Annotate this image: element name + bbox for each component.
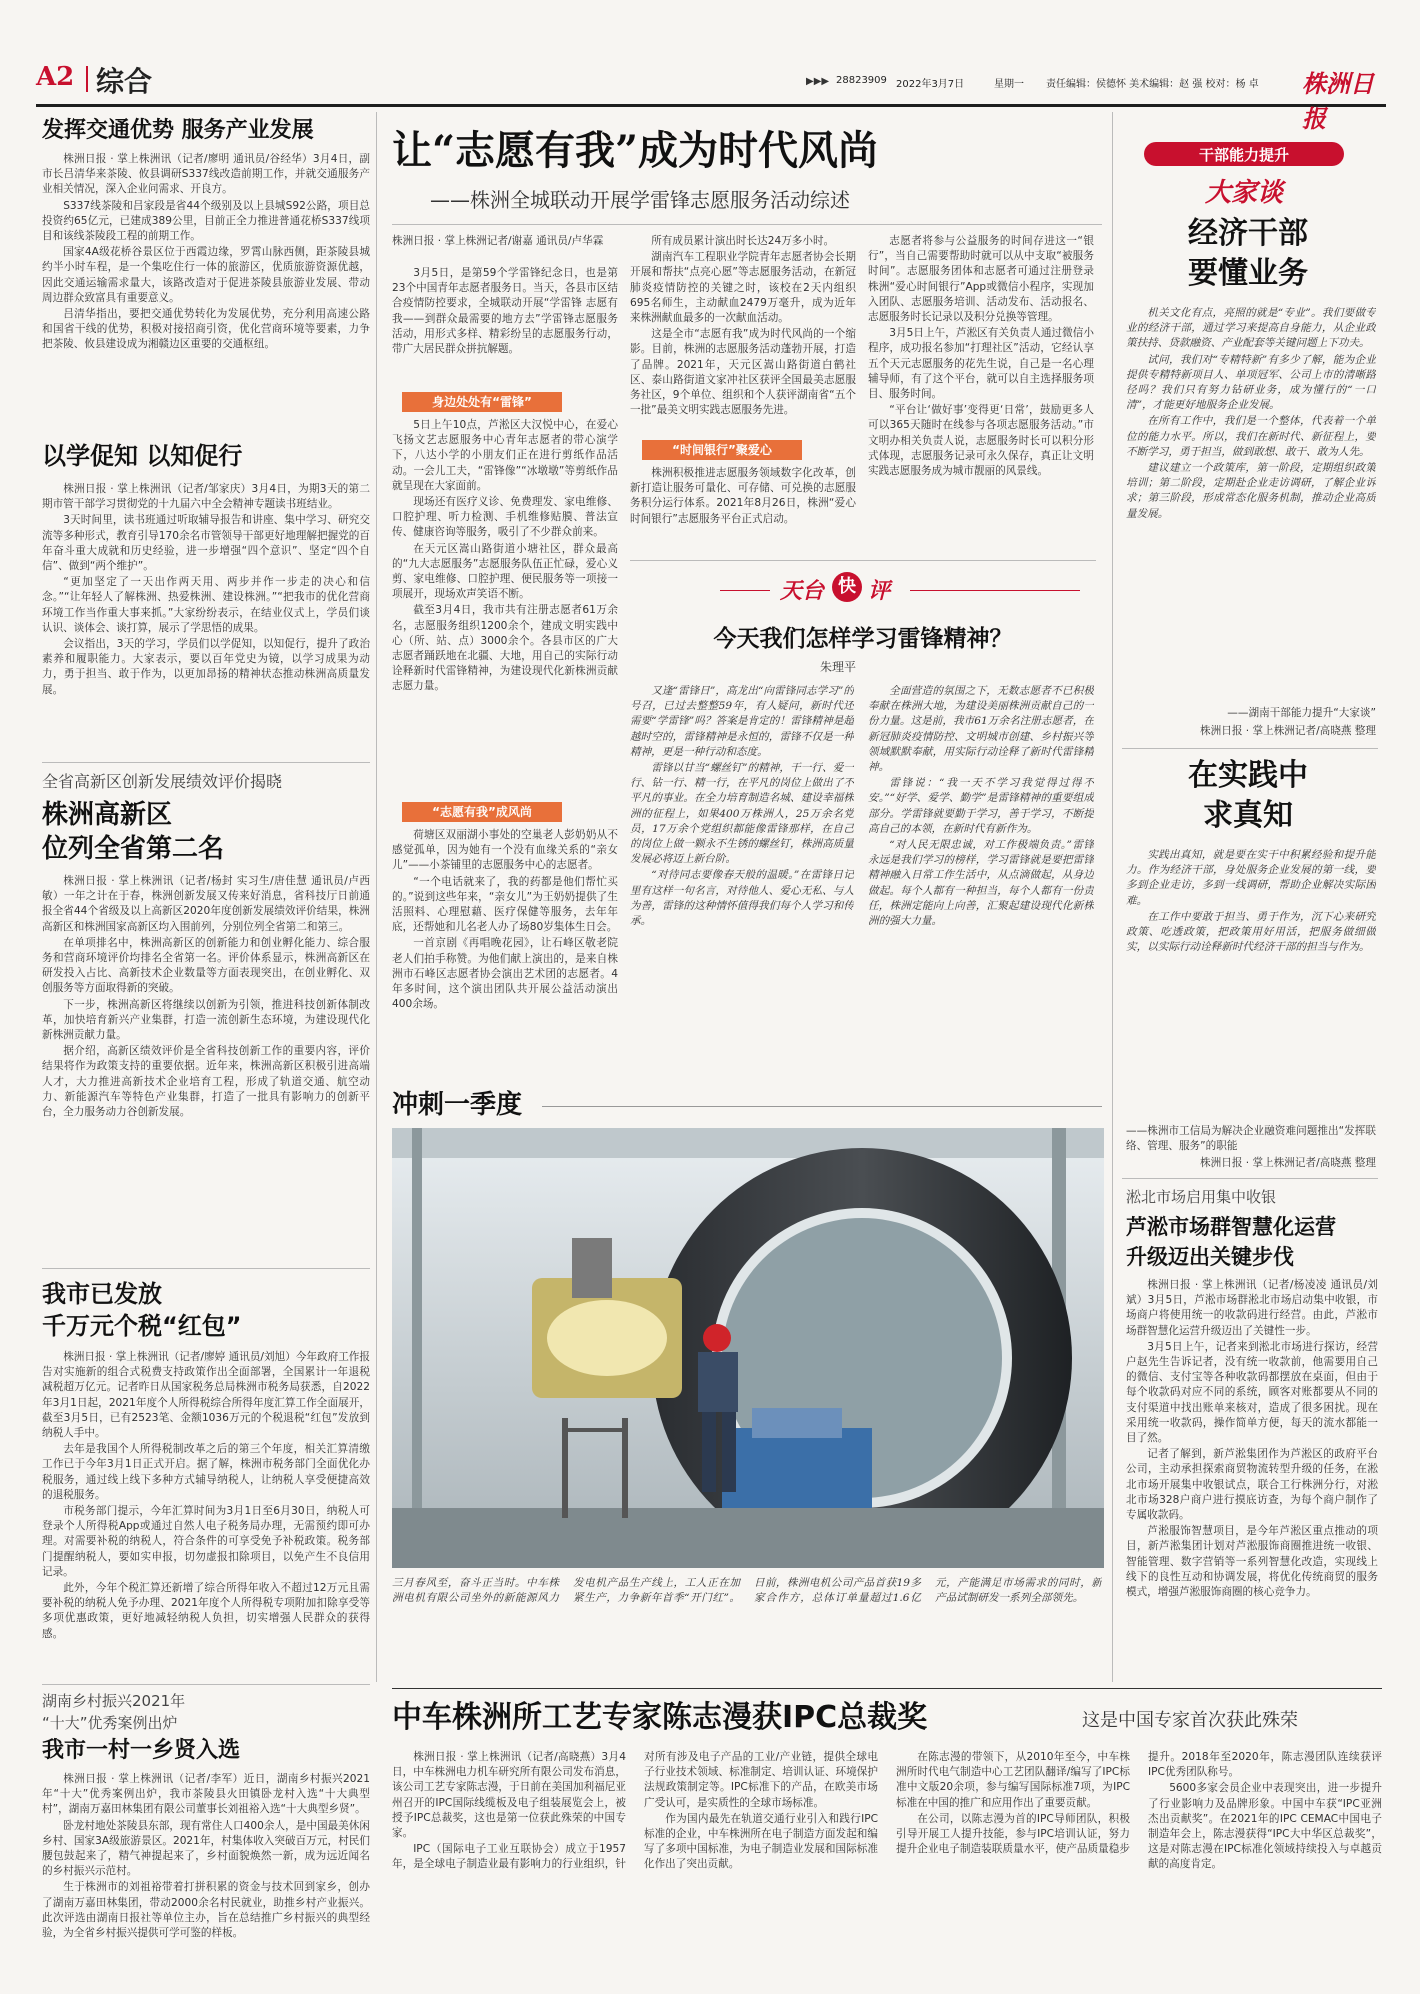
paragraph: 实践出真知，就是要在实干中积累经验和提升能力。作为经济干部，身处服务企业发展的第一线，要多到企业走访，多到一线调研，帮助企业解决实际困难。 (1126, 849, 1376, 907)
article-kicker: 淞北市场启用集中收银 (1126, 1188, 1277, 1206)
title-line1: 经济干部 (1188, 216, 1308, 251)
paragraph: 所有成员累计演出时长达24万多小时。 (651, 235, 835, 247)
commentary-title: 今天我们怎样学习雷锋精神？ (713, 626, 1013, 652)
paragraph: 市税务部门提示，今年汇算时间为3月1日至6月30日，纳税人可登录个人所得税App或通过自然人电子税务局办理，无需预约即可办理。对需要补税的纳税人，符合条件的可享受免予补税政策。税务部门提醒纳税人，要如实申报，切勿虚报扣除项目，以免产生不良信用记录。 (42, 1505, 370, 1578)
paragraph: 株洲日报 · 掌上株洲讯（记者/邹家庆）3月4日，为期3天的第二期市管干部学习贯彻党的十九届六中全会精神专题读书班结业。 (42, 483, 370, 511)
article-hightech-zone (42, 770, 370, 1274)
section-band-trend: “志愿有我”成风尚 (402, 802, 562, 822)
commentary-column-2 (868, 684, 1094, 1074)
paragraph: 雷锋说：“我一天不学习我觉得过得不安。”“好学、爱学、勤学”是雷锋精神的重要组成部分。学雷锋就要勤于学习，善于学习，不断提高自己的本领，在新时代有新作为。 (868, 777, 1094, 835)
divider (392, 1688, 1382, 1689)
paragraph: 株洲日报 · 掌上株洲讯（记者/廖婷 通讯员/刘旭）今年政府工作报告对实施新的组合式税费支持政策作出全面部署，全国累计一年退税减税超万亿元。记者昨日从国家税务总局株洲市税务局获悉，自2022年3月1日起，2021年度个人所得税综合所得年度汇算工作全面展开，截至3月5日，已有2523笔、金额1036万元的个税退税“红包”发放到纳税人手中。 (42, 1351, 370, 1440)
paragraph: 株洲日报 · 掌上株洲讯（记者/李军）近日，湖南乡村振兴2021年“十大”优秀案例出炉，我市茶陵县火田镇卧龙村入选“十大典型村”，湖南万嘉田林集团有限公司董事长刘祖裕入选“十大典型乡贤”。 (42, 1773, 370, 1816)
paragraph: 株洲积极推进志愿服务领域数字化改革，创新打造让服务可量化、可存储、可兑换的志愿服务积分运行体系。2021年8月26日，株洲“爱心时间银行”志愿服务平台正式启动。 (630, 467, 856, 525)
commentary-column-1 (630, 684, 854, 1074)
feature-column-1 (392, 266, 618, 388)
article-title: 我市一村一乡贤入选 (42, 1738, 241, 1763)
article-title-line2: 位列全省第二名 (42, 834, 225, 864)
discussion-banner (1130, 134, 1370, 208)
article-body (42, 1772, 370, 1982)
commentary-brand-line-right (910, 590, 1080, 591)
article-kicker: 全省高新区创新发展绩效评价揭晓 (42, 772, 283, 791)
article-rural-revitalization (42, 1690, 370, 1982)
column-title-practice (1122, 756, 1374, 836)
photo-caption: 三月春风至，奋斗正当时。中车株洲电机有限公司坐外的新能源风力发电机产品生产线上，工人正在加紧生产，力争新年首季“开门红”。日前，株洲电机公司产品首获19多家合作方，总体订单量超过1.6亿元，产能满足市场需求的同时，新产品试制研发一系列全部领先。 (392, 1577, 1102, 1605)
paragraph: 3月5日上午，记者来到淞北市场进行探访，经营户赵先生告诉记者，没有统一收款前，他需要用自己的微信、支付宝等各种收款码都摆放在桌面，但由于每个收款码对应不同的系统，顾客对账都要从不同的支付渠道中找出账单来核对，造成了很多困扰。现在采用统一收款码，操作简单方便，每天的流水都能一目了然。 (1126, 1340, 1378, 1445)
paragraph: 试问，我们对“专精特新”有多少了解，能为企业提供专精特新项目人、单项冠军、公司上市的清晰路径吗？我们只有努力钻研业务，成为懂行的“一口清”，才能更好地服务企业发展。 (1126, 353, 1376, 412)
paragraph: 截至3月4日，我市共有注册志愿者61万余名，志愿服务组织1200余个，建成文明实践中心（所、站、点）3000余个。各县市区的广大志愿者踊跃地在北疆、大地，用自己的实际行动诠释新时代雷锋精神，为建设现代化新株洲贡献志愿力量。 (392, 604, 618, 693)
paragraph: 雷锋以甘当“螺丝钉”的精神，干一行、爱一行、钻一行、精一行，在平凡的岗位上做出了不平凡的事业。在全力培育制造名城、建设幸福株洲的征程上，如果400万株洲人，25万余名党员，17万余个党组织都能像雷锋那样，在自己的岗位上做一颗永不生锈的螺丝钉，株洲高质量发展必将迈上新台阶。 (630, 762, 854, 866)
masthead-date: 2022年3月7日 (896, 79, 965, 90)
photo-section-title (392, 1082, 1102, 1124)
title-line1: 在实践中 (1188, 758, 1308, 793)
paragraph: “对待同志要像春天般的温暖。”在雷锋日记里有这样一句名言，对待他人、爱心无私、与人为善，雷锋的这种情怀值得我们每个人学习和传承。 (630, 869, 854, 928)
article-transport (42, 116, 370, 424)
paragraph: 这是全市“志愿有我”成为时代风尚的一个缩影。目前，株洲的志愿服务活动蓬勃开展，打造了品牌。2021年，天元区嵩山路街道白鹤社区、泰山路街道文家冲社区获评全国最美志愿服务社区，9个单位、组织和个人获评湖南省“五个一批”最美文明实践志愿服务先进。 (630, 328, 856, 417)
feature-column-2 (630, 234, 856, 444)
paragraph: 3月5日，是第59个学雷锋纪念日，也是第23个中国青年志愿者服务日。当天，各县市区结合疫情防控要求，全城联动开展“学雷锋 志愿有我——到群众最需要的地方去”学雷锋志愿服务活动，用形式多样、精彩纷呈的志愿服务行动，带广大居民群众拼抗解题。 (392, 267, 618, 356)
banner-line1: 干部能力提升 (1198, 146, 1289, 164)
paragraph: 志愿者将参与公益服务的时间存进这一“银行”，当自己需要帮助时就可以从中支取“被服务时间”。志愿服务团体和志愿者可通过注册登录株洲“爱心时间银行”App或微信小程序，实现加入团队、志愿服务培训、活动发布、活动报名、志愿服务时长记录以及积分兑换等管理。 (868, 235, 1094, 324)
masthead-arrows-icon: ▶▶▶ (806, 76, 830, 87)
paragraph: 一首京剧《再唱晚花园》，让石峰区敬老院老人们拍手称赞。为他们献上演出的，是来自株洲市石峰区志愿者协会演出艺术团的志愿者。4年多时间，这个演出团队共开展公益活动演出400余场。 (392, 937, 618, 1011)
feature-column-2b (630, 466, 856, 550)
paragraph: 5600多家会员企业中表现突出，进一步提升了行业影响力及品牌形象。中国中车获“IPC亚洲杰出贡献奖”。在2021年的IPC CEMAC中国电子制造年会上，陈志漫获得“IPC大中华区总裁奖”，这是对陈志漫在IPC标准化领域持续投入与卓越贡献的高度肯定。 (1148, 1782, 1382, 1871)
paragraph: 3天时间里，读书班通过听取辅导报告和讲座、集中学习、研究交流等多种形式，教育引导170余名市管领导干部更好地理解把握党的百年奋斗重大成就和历史经验，进一步增强“四个意识”、坚定“四个自信”、做到“两个维护”。 (42, 514, 370, 573)
column-byline: 株洲日报 · 掌上株洲记者/高晓燕 整理 (1200, 725, 1376, 737)
paragraph: S337线茶陵和吕家段是省44个级别及以上县城S92公路，项目总投资约65亿元，已建成389公里，目前正全力推进普通花桥S337线项目和该线茶陵段工程的前期工作。 (42, 199, 370, 243)
column-note: ——湖南干部能力提升“大家谈” (1227, 707, 1376, 719)
divider (1122, 1178, 1378, 1179)
paragraph: 在陈志漫的带领下，从2010年至今，中车株洲所时代电气制造中心工艺团队翻译/编写了IPC标准中文版20余项，参与编写国际标准7项，为IPC标准在中国的推广和应用作出了重要贡献。 (896, 1751, 1130, 1809)
commentary-brand-line-left (720, 590, 770, 591)
feature-column-3 (868, 234, 1094, 548)
column-rule-left (376, 112, 377, 1682)
commentary-brand-a: 天台 (780, 579, 825, 604)
section-band-volunteers: 身边处处有“雷锋” (402, 392, 562, 412)
column-note: ——株洲市工信局为解决企业融资难问题推出“发挥联络、管理、服务”的职能 (1126, 1125, 1376, 1153)
paragraph: 株洲日报 · 掌上株洲讯（记者/廖明 通讯员/谷经华）3月4日，副市长吕清华来茶陵、攸县调研S337线改造前期工作，并就交通服务产业相关情况，深入企业问需求、开良方。 (42, 153, 370, 196)
article-title: 以学促知 以知促行 (42, 442, 243, 470)
paragraph: 生于株洲市的刘祖裕带着打拼积累的资金与技术回到家乡，创办了湖南万嘉田林集团，带动2000余名村民就业，助推乡村产业振兴。此次评选由湖南日报社等单位主办，旨在总结推广乡村振兴的典型经验，为全省乡村振兴提供可学可鉴的样板。 (42, 1881, 370, 1940)
section-title-rule (542, 1106, 1102, 1107)
paragraph: 株洲日报 · 掌上株洲讯（记者/杨凌凌 通讯员/刘斌）3月5日，芦淞市场群淞北市场启动集中收银，市场商户将使用统一的收款码进行经营。由此，芦淞市场群智慧化运营升级迈出了关键性一步。 (1126, 1279, 1378, 1337)
divider (630, 560, 1096, 561)
article-title-line1: 株洲高新区 (42, 800, 173, 830)
bottom-article-tagline: 这是中国专家首次获此殊荣 (1082, 1710, 1298, 1731)
feature-byline: 株洲日报 · 掌上株洲记者/谢嘉 通讯员/卢华霖 (392, 235, 604, 247)
title-line2: 要懂业务 (1188, 256, 1308, 291)
paragraph: 湖南汽车工程职业学院青年志愿者协会长期开展和帮扶“点亮心愿”等志愿服务活动，在新冠肺炎疫情防控的关键之时，该校在2天内组织695名师生，主动献血2479万毫升，成为近年来株洲献血最多的一次献血活动。 (630, 251, 856, 325)
paragraph: 株洲日报 · 掌上株洲讯（记者/杨封 实习生/唐佳慧 通讯员/卢西敏）一年之计在于春，株洲创新发展又传来好消息，省科技厅日前通报全省44个省级及以上高新区2020年度创新发展绩效评价结果，株洲高新区和株洲国家高新区均入围前列，分别位列全省第二和第三。 (42, 875, 370, 933)
article-kicker-line1: 湖南乡村振兴2021年 (42, 1692, 186, 1710)
article-body (1126, 1278, 1378, 1682)
bottom-article-title: 中车株洲所工艺专家陈志漫获IPC总裁奖 (392, 1700, 928, 1735)
paragraph: “更加坚定了一天出作两天用、两步并作一步走的决心和信念。”“让年轻人了解株洲、热爱株洲、建设株洲。”“把我市的优化营商环境工作当作重大事来抓。”大家纷纷表示，在结业仪式上，学员们谈认识、谈体会、谈打算，展示了学思悟的成果。 (42, 576, 370, 634)
paragraph: 3月5日上午，芦淞区有关负责人通过微信小程序，成功报名参加“打理社区”活动，它经认享五个天元志愿服务的花先生说，自己是一名心理辅导师，有了这个平台，就可以自主选择服务项目、服务时间。 (868, 327, 1094, 401)
masthead-weekday: 星期一 (994, 79, 1024, 90)
paragraph: 会议指出，3天的学习，学员们以学促知，以知促行，提升了政治素养和履职能力。大家表示，要以百年党史为镜，以学习成果为动力，勇于担当、敢于作为，以更加昂扬的精神状态推动株洲高质量发展。 (42, 638, 370, 696)
paper-logo: 株洲日报 (1302, 69, 1374, 133)
commentary-brand-b: 快 (832, 572, 862, 602)
divider (42, 1684, 370, 1685)
paragraph: 现场还有医疗义诊、免费理发、家电维修、口腔护理、听力检测、手机维修贴膜、普法宣传、健康咨询等服务，吸引了不少群众前来。 (392, 496, 618, 539)
feature-title: 让“志愿有我”成为时代风尚 (392, 127, 879, 174)
commentary-author: 朱理平 (820, 660, 857, 674)
column-title-economic-cadre (1122, 214, 1374, 294)
divider (42, 1268, 370, 1269)
masthead-editors: 责任编辑：侯德怀 美术编辑：赵 强 校对：杨 卓 (1046, 79, 1259, 90)
section-band-time-bank: “时间银行”聚爱心 (642, 440, 802, 460)
paragraph: 据介绍，高新区绩效评价是全省科技创新工作的重要内容，评价结果将作为政策支持的重要依据。近年来，株洲高新区积极引进高端人才，大力推进高新技术企业培育工程，形成了轨道交通、航空动力、新能源汽车等特色产业集群，打造了一批具有影响力的创新平台，全力服务动力谷创新发展。 (42, 1045, 370, 1119)
commentary-brand (780, 570, 940, 610)
title-line2: 求真知 (1203, 798, 1293, 833)
masthead-phone: 28823909 (836, 75, 887, 86)
paragraph: 卧龙村地处茶陵县东部，现有常住人口400余人，是中国最美休闲乡村、国家3A级旅游景区。2021年，村集体收入突破百万元，村民们腰包鼓起来了，精气神提起来了，乡村面貌焕然一新，成为远近闻名的乡村振兴示范村。 (42, 1819, 370, 1878)
title-line2: 升级迈出关键步伐 (1126, 1245, 1294, 1269)
article-study (42, 440, 370, 770)
paragraph: 在天元区嵩山路街道小塘社区，群众最高的“九大志愿服务”志愿服务队伍正忙碌，爱心义剪、家电维修、口腔护理、便民服务等一项接一项展开，现场欢声笑语不断。 (392, 542, 618, 601)
commentary-brand-c: 评 (868, 579, 891, 604)
page-section: 综合 (96, 65, 153, 98)
factory-photo (392, 1128, 1104, 1568)
article-body (42, 152, 370, 424)
paragraph: 在所有工作中，我们是一个整体，代表着一个单位的能力水平。所以，我们在新时代、新征程上，要不断学习，勇于担当，做到敢想、敢干、敢为人先。 (1126, 415, 1376, 458)
feature-column-1c (392, 828, 618, 1074)
paragraph: “一个电话就来了，我的药都是他们帮忙买的。”说到这些年来，“亲女儿”为王奶奶提供了生活照料、心理慰藉、医疗保健等服务，去年年底，还帮她和儿名老人办了场80岁集体生日会。 (392, 875, 618, 934)
paragraph: 吕清华指出，要把交通优势转化为发展优势，充分利用高速公路和国省干线的优势，积极对接招商引资，优化营商环境等要素，力争把茶陵、攸县建设成为湘赣边区重要的交通枢纽。 (42, 308, 370, 351)
article-title: 发挥交通优势 服务产业发展 (42, 118, 314, 143)
paragraph: 国家4A级花桥谷景区位于西霞边缘，罗霄山脉西侧，距茶陵县城约半小时车程，是一个集吃住行一体的旅游区，优质旅游资源优越，因此交通运输需求量大，该路改造对于促进茶陵县旅游业发展、带动周边群众致富具有重要意义。 (42, 246, 370, 304)
paragraph: 在公司，以陈志漫为首的IPC导师团队，积极引导开展工人提升技能，参与IPC培训认证，努力提升企业电子制造装联质量水平，使产品质量稳步提升。2018年至2020年，陈志漫团队连续获评IPC优秀团队称号。 (896, 1751, 1382, 1856)
section-title-text: 冲刺一季度 (392, 1090, 523, 1120)
page-section-divider (86, 66, 88, 92)
paragraph: 去年是我国个人所得税制改革之后的第三个年度，相关汇算清缴工作已于今年3月1日正式开启。据了解，株洲市税务部门全面优化办税服务，通过线上线下多种方式辅导纳税人，让纳税人享受便捷高效的退税服务。 (42, 1443, 370, 1501)
column-body (1126, 848, 1376, 1120)
article-title-line1: 我市已发放 (42, 1280, 162, 1308)
factory-photo-illustration (392, 1128, 1104, 1568)
paragraph: “平台让‘做好事’变得更‘日常’，鼓励更多人可以365天随时在线参与各项志愿服务活动。”市文明办相关负责人说，志愿服务时长可以积分形式体现，志愿服务记录可永久保存，真正让文明实践志愿服务成为城市靓丽的风景线。 (868, 404, 1094, 478)
column-byline: 株洲日报 · 掌上株洲记者/高晓燕 整理 (1200, 1157, 1376, 1169)
paragraph: 株洲日报 · 掌上株洲讯（记者/高晓燕）3月4日，中车株洲电力机车研究所有限公司发布消息，该公司工艺专家陈志漫，于日前在美国加利福尼亚州召开的IPC国际线缆板及电子组装展览会上，被授予IPC总裁奖，这也是第一位获此殊荣的中国专家。 (392, 1751, 626, 1840)
divider (42, 762, 370, 763)
paragraph: “对人民无限忠诚，对工作极端负责。”雷锋永远是我们学习的榜样，学习雷锋就是要把雷锋精神融入日常工作生活中，从点滴做起，从身边做起。每个人都有一种担当，每个人都有一份责任，株洲定能向上向善，汇聚起建设现代化新株洲的强大力量。 (868, 839, 1094, 928)
page-number: A2 (36, 62, 75, 92)
paragraph: 下一步，株洲高新区将继续以创新为引领，推进科技创新体制改革，加快培育新兴产业集群，打造一流创新生态环境，为建设现代化新株洲贡献力量。 (42, 998, 370, 1042)
paragraph: 机关文化有点，亮照的就是“专业”。我们要做专业的经济干部，通过学习来提高自身能力，从企业政策扶持、贷款融资、产业配套等关键问题上下功夫。 (1126, 307, 1376, 350)
article-body (42, 482, 370, 770)
paragraph: 记者了解到，新芦淞集团作为芦淞区的政府平台公司，主动承担探索商贸物流转型升级的任务，在淞北市场开展集中收银试点，联合工行株洲分行，对淞北市场328户商户进行摸底访查，为每个商户制作了专属收款码。 (1126, 1448, 1378, 1522)
paragraph: 作为国内最先在轨道交通行业引入和践行IPC标准的企业，中车株洲所在电子制造方面发起和编写了多项中国标准，为电子制造业发展和国际标准化作出了突出贡献。 (644, 1812, 878, 1871)
paragraph: 又逢“雷锋日”，高龙出“向雷锋同志学习”的号召，已过去整整59年，有人疑问，新时代还需要“学雷锋”吗？答案是肯定的！雷锋精神是超越时空的，雷锋精神是永恒的，雷锋不仅是一种精神，更是一种行动和态度。 (630, 685, 854, 758)
article-kicker-line2: “十大”优秀案例出炉 (42, 1714, 178, 1732)
feature-column-1b (392, 418, 618, 798)
paragraph: 此外，今年个税汇算还新增了综合所得年收入不超过12万元且需要补税的纳税人免予办理、2021年度个人所得税专项附加扣除享受等多项优惠政策，更好地减轻纳税人负担，切实增强人民群众的获得感。 (42, 1582, 370, 1640)
paragraph: 在单项排名中，株洲高新区的创新能力和创业孵化能力、综合服务和营商环境评价均排名全省第一名。评价体系显示，株洲高新区在研发投入占比、高新技术企业数量等方面表现突出，在创业孵化、双创服务等方面取得新的突破。 (42, 936, 370, 995)
feature-subtitle: ——株洲全城联动开展学雷锋志愿服务活动综述 (430, 188, 850, 212)
paragraph: 建议建立一个政策库，第一阶段，定期组织政策培训；第二阶段，定期赴企业走访调研，了解企业诉求；第三阶段，形成常态化服务机制，推动企业高质量发展。 (1126, 462, 1376, 520)
paragraph: 全面营造的氛围之下，无数志愿者不已积极奉献在株洲大地，为建设美丽株洲贡献自己的一份力量。这是前，我市61万余名注册志愿者，在新冠肺炎疫情防控、文明城市创建、乡村振兴等领域默默奉献，用实际行动诠释了新时代雷锋精神。 (868, 685, 1094, 774)
title-line1: 芦淞市场群智慧化运营 (1126, 1215, 1336, 1239)
paragraph: 荷塘区双丽湖小事处的空巢老人彭奶奶从不感觉孤单，因为她有一个没有血缘关系的“亲女儿”——小茶铺里的志愿服务中心的志愿者。 (392, 829, 618, 872)
paragraph: 5日上午10点，芦淞区大汉悦中心，在爱心飞扬文艺志愿服务中心青年志愿者的带心演学下，八达小学的小朋友们正在进行剪纸作品活动。一会儿工夫，“雷锋像”“冰墩墩”等剪纸作品就呈现在大家面前。 (392, 419, 618, 492)
article-market (1126, 1186, 1378, 1682)
column-rule-right (1112, 112, 1113, 1682)
divider (1122, 748, 1378, 749)
paragraph: 芦淞服饰智慧项目，是今年芦淞区重点推动的项目，新芦淞集团计划对芦淞服饰商圈推进统一收银、智能管理、数字营销等一系列智慧化改造，实现线上线下的良性互动和协调发展，将优化传统商贸的服务模式，增强芦淞服饰商圈的核心竞争力。 (1126, 1525, 1378, 1599)
divider (392, 224, 1102, 225)
article-title-line2: 千万元个税“红包” (42, 1312, 242, 1340)
paragraph: 在工作中要敢于担当、勇于作为，沉下心来研究政策、吃透政策，把政策用好用活，把服务做细做实，以实际行动诠释新时代经济干部的担当与作为。 (1126, 910, 1376, 954)
paragraph: IPC（国际电子工业互联协会）成立于1957年，是全球电子制造业最有影响力的行业组织，针对所有涉及电子产品的工业/产业链，提供全球电子行业技术领域、标准制定、培训认证、环境保护法规政策制定等。IPC标准下的产品，在欧美市场广受认可，是实质性的全球市场标准。 (392, 1751, 878, 1871)
bottom-article-body (392, 1750, 1382, 1950)
column-body (1126, 306, 1376, 702)
banner-line2: 大家谈 (1204, 178, 1283, 208)
article-body (42, 874, 370, 1274)
